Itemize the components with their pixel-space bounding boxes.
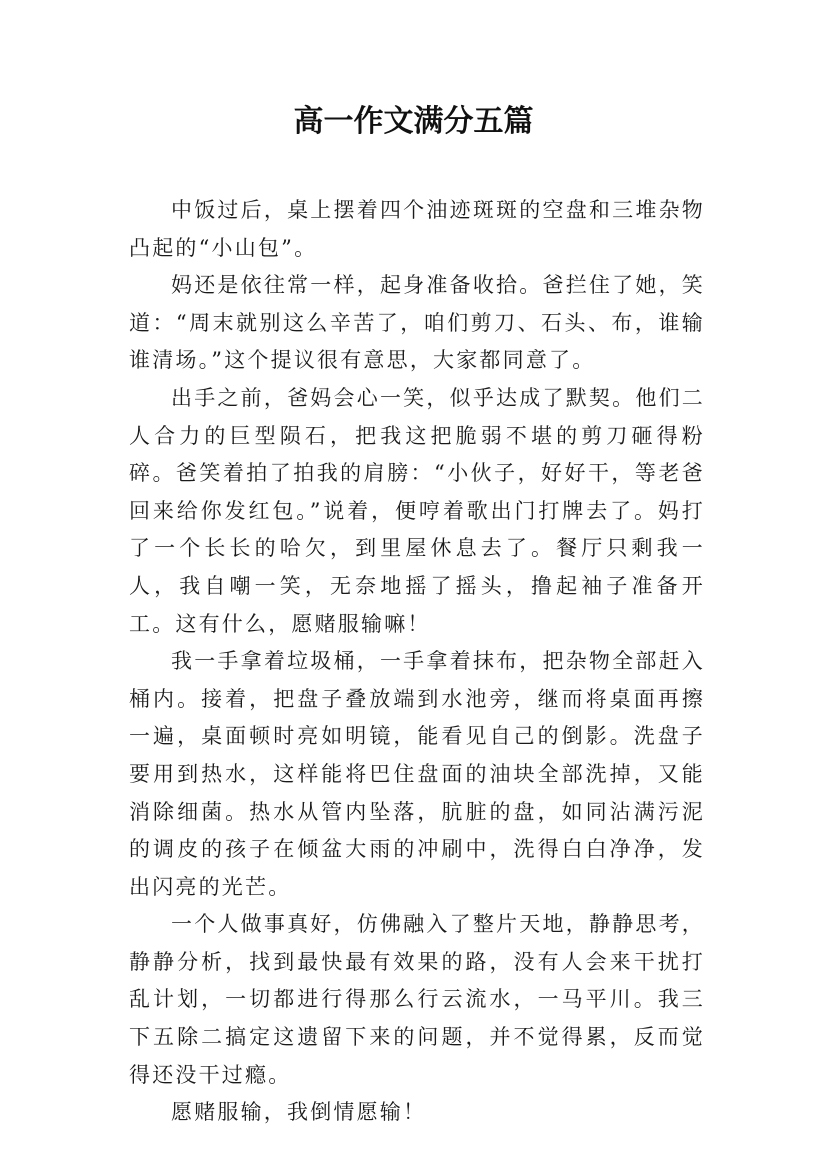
essay-body	[129, 192, 705, 1132]
paragraph: 中饭过后，桌上摆着四个油迹斑斑的空盘和三堆杂物凸起的“小山包”。	[129, 198, 705, 260]
paragraph: 妈还是依往常一样，起身准备收拾。爸拦住了她，笑道：“周末就别这么辛苦了，咱们剪刀、石头、布，谁输谁清场。”这个提议很有意思，大家都同意了。	[129, 273, 705, 373]
paragraph: 出手之前，爸妈会心一笑，似乎达成了默契。他们二人合力的巨型陨石，把我这把脆弱不堪的剪刀砸得粉碎。爸笑着拍了拍我的肩膀：“小伙子，好好干，等老爸回来给你发红包。”说着，便哼着歌出门打牌去了。妈打了一个长长的哈欠，到里屋休息去了。餐厅只剩我一人，我自嘲一笑，无奈地摇了摇头，撸起袖子准备开工。这有什么，愿赌服输嘛！	[129, 385, 705, 636]
paragraph: 我一手拿着垃圾桶，一手拿着抹布，把杂物全部赶入桶内。接着，把盘子叠放端到水池旁，继而将桌面再擦一遍，桌面顿时亮如明镜，能看见自己的倒影。洗盘子要用到热水，这样能将巴住盘面的油块全部洗掉，又能消除细菌。热水从管内坠落，肮脏的盘，如同沾满污泥的调皮的孩子在倾盆大雨的冲刷中，洗得白白净净，发出闪亮的光芒。	[129, 649, 705, 899]
document-title: 高一作文满分五篇	[293, 104, 534, 139]
paragraph: 一个人做事真好，仿佛融入了整片天地，静静思考，静静分析，找到最快最有效果的路，没有人会来干扰打乱计划，一切都进行得那么行云流水，一马平川。我三下五除二搞定这遗留下来的问题，并不觉得累，反而觉得还没干过瘾。	[129, 912, 705, 1087]
paragraph: 愿赌服输，我倒情愿输！	[171, 1100, 427, 1125]
